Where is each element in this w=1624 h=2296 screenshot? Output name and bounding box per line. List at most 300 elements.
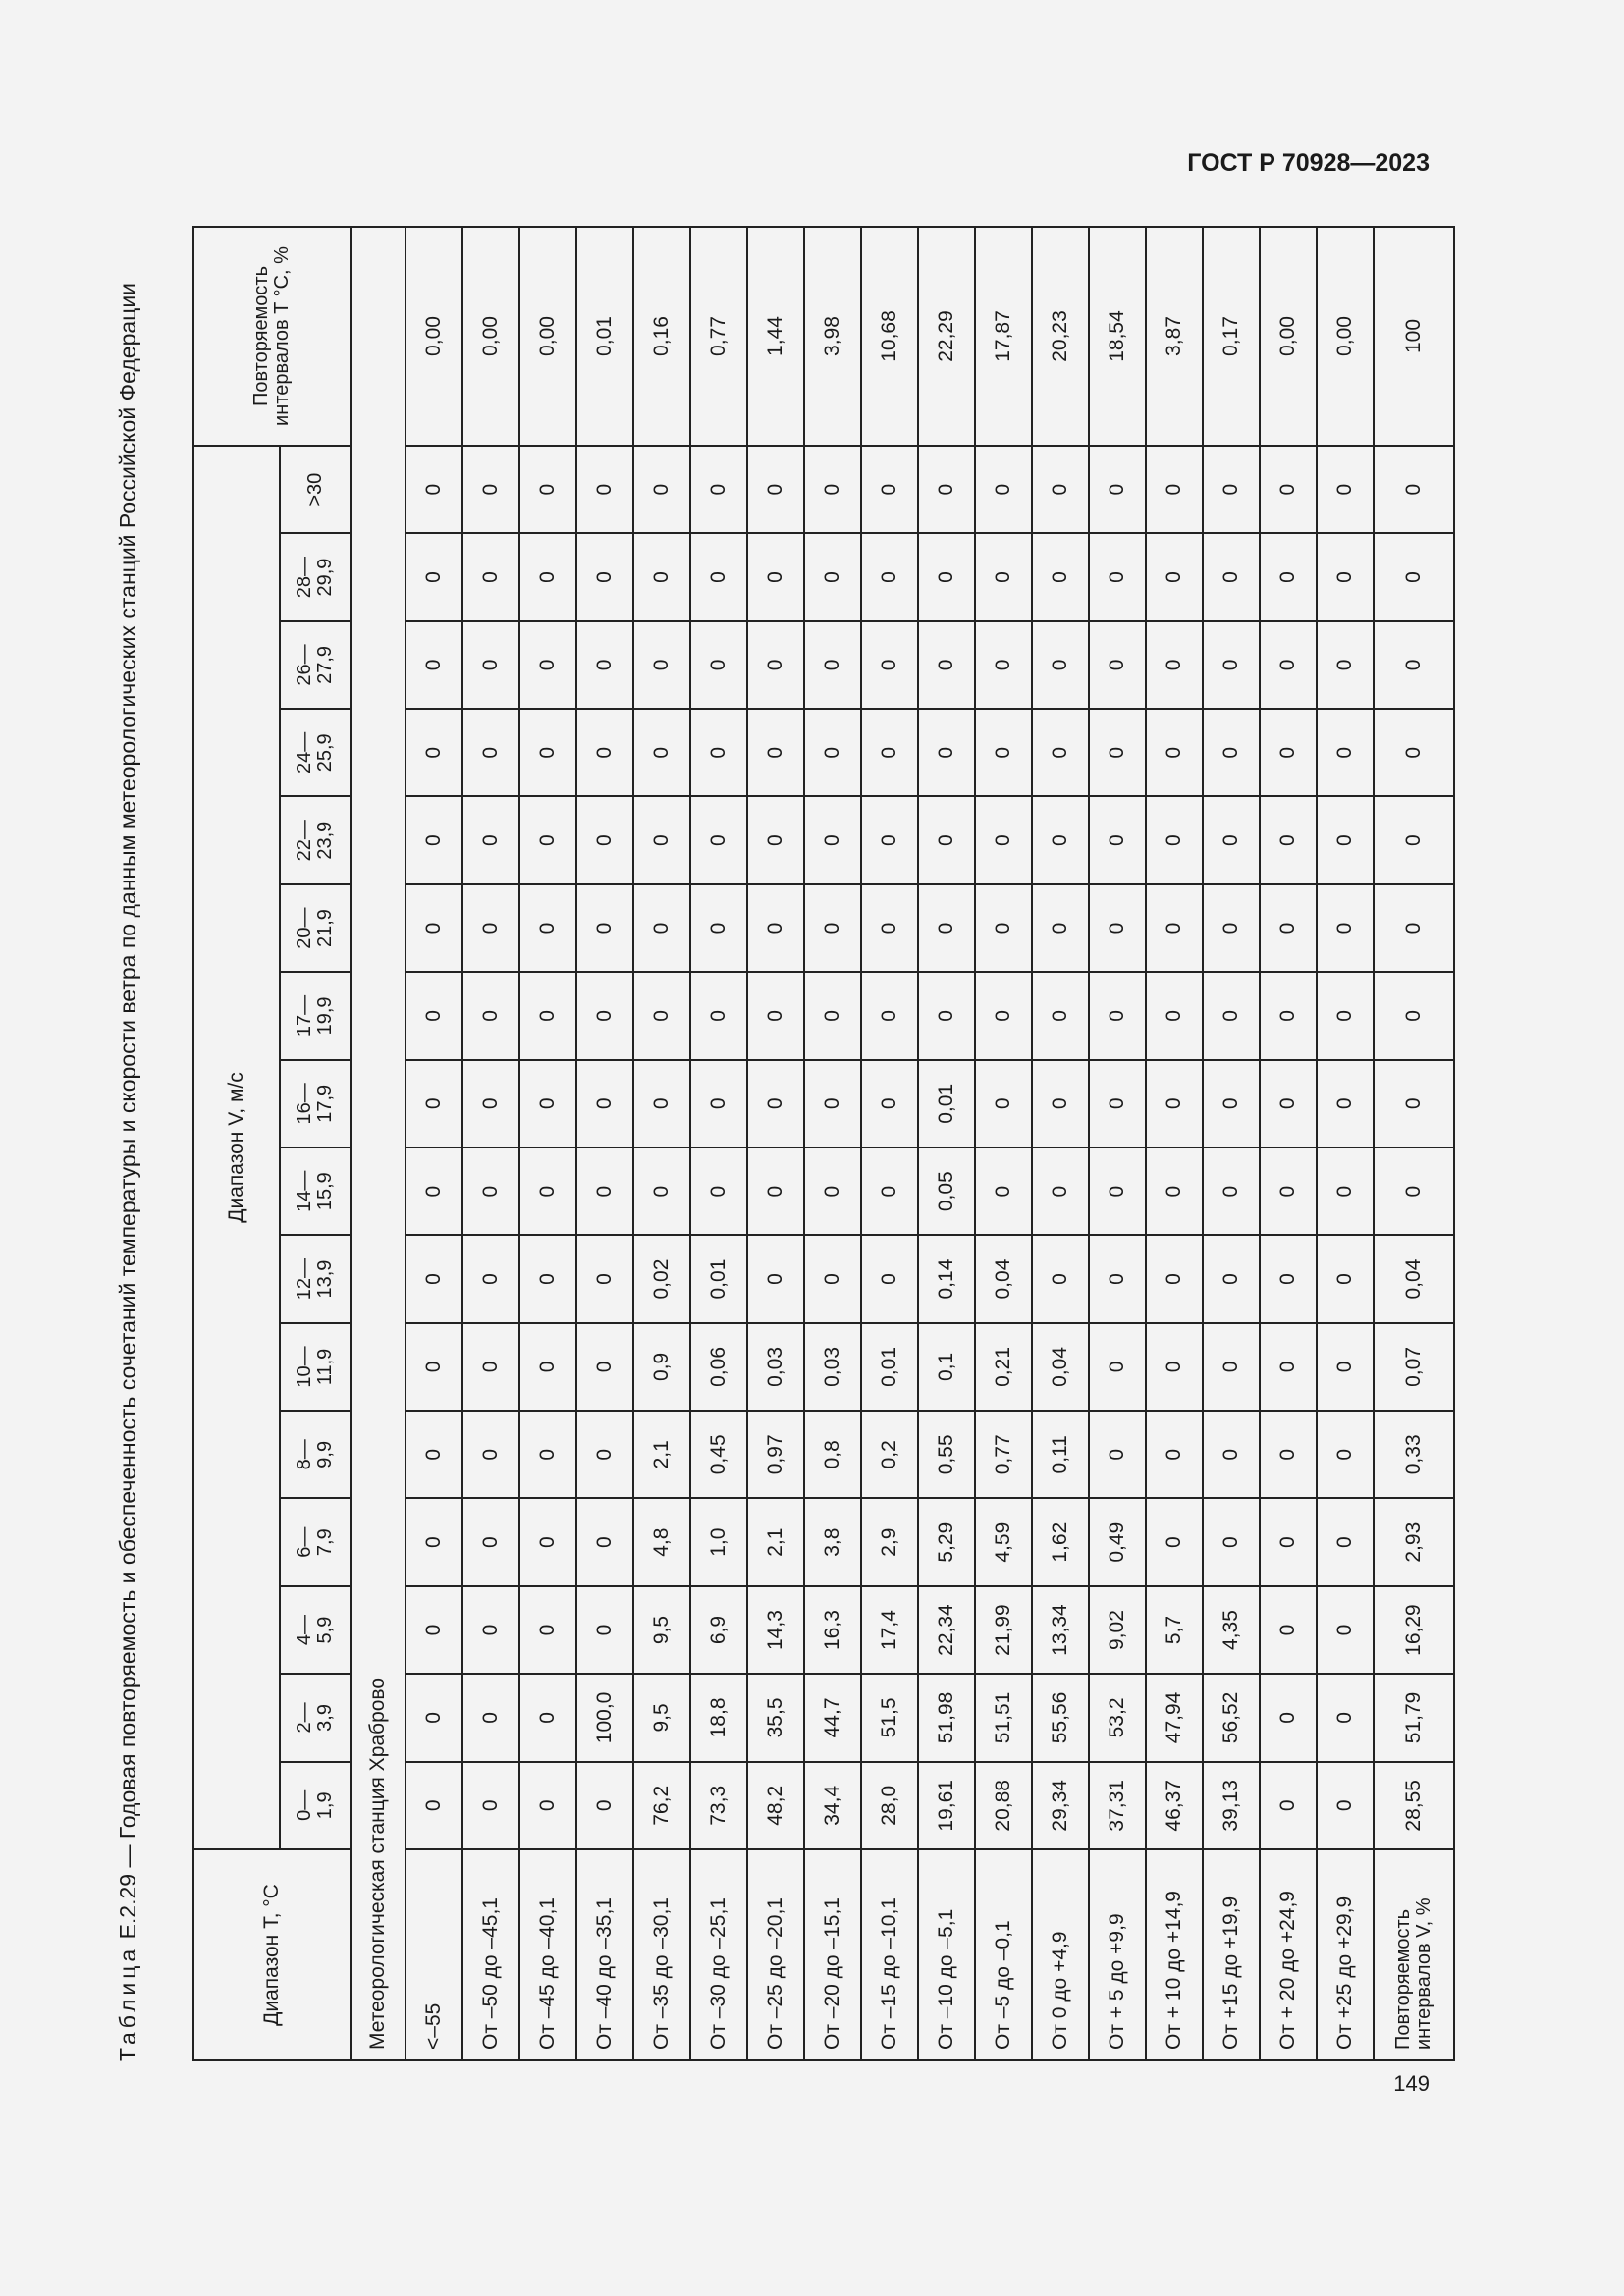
table-cell: 0 — [1089, 621, 1146, 709]
table-row — [1089, 227, 1146, 2060]
table-cell: 0 — [406, 1586, 462, 1674]
table-cell: 0,2 — [861, 1411, 918, 1498]
table-cell: 0,01 — [690, 1235, 747, 1322]
table-row — [1032, 227, 1089, 2060]
table-row — [519, 227, 576, 2060]
table-cell: 18,8 — [690, 1674, 747, 1761]
table-cell: 0 — [690, 446, 747, 533]
table-cell: 0 — [519, 709, 576, 796]
table-row — [576, 227, 633, 2060]
table-cell: 0,45 — [690, 1411, 747, 1498]
speed-range-from: 26— — [294, 644, 315, 686]
table-cell: 0 — [576, 1235, 633, 1322]
speed-range-from: 8— — [294, 1439, 315, 1470]
table-cell: 0 — [1089, 1148, 1146, 1235]
table-cell: 0,8 — [804, 1411, 861, 1498]
speed-range-col — [280, 1148, 351, 1235]
table-cell: 0 — [576, 972, 633, 1059]
table-cell: 0 — [1260, 709, 1317, 796]
table-cell: 0 — [462, 446, 519, 533]
table-cell: 0 — [1203, 446, 1260, 533]
table-row — [1203, 227, 1260, 2060]
table-cell: 0 — [519, 1411, 576, 1498]
table-cell: 0 — [406, 1060, 462, 1148]
table-cell: 0 — [1317, 1060, 1374, 1148]
table-cell: 0,05 — [918, 1148, 975, 1235]
table-cell: 0 — [1374, 1060, 1454, 1148]
table-cell: 0 — [1260, 1762, 1317, 1849]
table-cell: 51,79 — [1374, 1674, 1454, 1761]
table-cell: 0 — [747, 1148, 804, 1235]
table-cell: 0 — [747, 884, 804, 972]
row-repeat-t: 3,98 — [804, 227, 861, 446]
table-cell: 0 — [975, 972, 1032, 1059]
table-cell: 0 — [1374, 446, 1454, 533]
table-cell: 0 — [462, 797, 519, 884]
table-cell: 0 — [804, 884, 861, 972]
table-cell: 0 — [1260, 1411, 1317, 1498]
caption-number: Е.2.29 — [115, 1873, 140, 1940]
caption-label: Таблица — [115, 1945, 140, 2061]
speed-range-from: 28— — [294, 556, 315, 599]
caption-text: — Годовая повторяемость и обеспеченность сочетаний температуры и скорости ветра по данным метеорологических станций Российской Федерации — [115, 282, 140, 1868]
speed-range-to: 15,9 — [314, 1172, 336, 1211]
row-temp-range: От + 5 до +9,9 — [1089, 1849, 1146, 2060]
row-repeat-t: 0,00 — [462, 227, 519, 446]
speed-range-from: 0— — [294, 1789, 315, 1821]
row-repeat-t: 0,00 — [1317, 227, 1374, 446]
table-cell: 3,8 — [804, 1499, 861, 1586]
table-cell: 0 — [1203, 972, 1260, 1059]
table-cell: 0 — [1089, 533, 1146, 620]
table-cell: 0 — [861, 709, 918, 796]
table-cell: 0 — [406, 1674, 462, 1761]
speed-range-col — [280, 709, 351, 796]
table-cell: 0 — [1203, 1323, 1260, 1411]
table-cell: 0 — [1032, 446, 1089, 533]
table-cell: 2,93 — [1374, 1499, 1454, 1586]
table-cell: 0 — [690, 884, 747, 972]
table-cell: 0 — [1203, 533, 1260, 620]
table-cell: 0 — [1374, 972, 1454, 1059]
row-repeat-t: 22,29 — [918, 227, 975, 446]
table-cell: 0 — [462, 884, 519, 972]
table-cell: 0 — [747, 709, 804, 796]
table-cell: 0 — [1260, 533, 1317, 620]
speed-range-col — [280, 621, 351, 709]
speed-range-from: 10— — [294, 1346, 315, 1388]
speed-range-from: 4— — [294, 1615, 315, 1646]
table-cell: 2,1 — [747, 1499, 804, 1586]
table-cell: 0 — [975, 446, 1032, 533]
row-repeat-t: 0,00 — [406, 227, 462, 446]
table-cell: 0 — [406, 1148, 462, 1235]
row-temp-range: От –30 до –25,1 — [690, 1849, 747, 2060]
speed-range-col — [280, 797, 351, 884]
table-cell: 0 — [406, 1499, 462, 1586]
row-repeat-t: 20,23 — [1032, 227, 1089, 446]
table-cell: 0,03 — [747, 1323, 804, 1411]
table-cell: 51,51 — [975, 1674, 1032, 1761]
table-cell: 16,29 — [1374, 1586, 1454, 1674]
table-cell: 0 — [975, 709, 1032, 796]
row-temp-range: От + 20 до +24,9 — [1260, 1849, 1317, 2060]
table-cell: 0 — [1146, 797, 1203, 884]
table-cell: 0 — [1317, 1148, 1374, 1235]
table-cell: 0,49 — [1089, 1499, 1146, 1586]
table-cell: 0 — [633, 621, 690, 709]
table-cell: 100,0 — [576, 1674, 633, 1761]
table-cell: 17,4 — [861, 1586, 918, 1674]
table-cell: 0,02 — [633, 1235, 690, 1322]
speed-range-col — [280, 1586, 351, 1674]
table-cell: 0 — [1089, 709, 1146, 796]
table-cell: 0 — [1203, 797, 1260, 884]
table-cell: 0 — [519, 446, 576, 533]
table-row — [462, 227, 519, 2060]
table-cell: 0 — [1260, 972, 1317, 1059]
table-body — [351, 227, 1454, 2060]
row-temp-range: От +15 до +19,9 — [1203, 1849, 1260, 2060]
table-cell: 0 — [1317, 1586, 1374, 1674]
table-cell: 28,55 — [1374, 1762, 1454, 1849]
table-cell: 0 — [1260, 1235, 1317, 1322]
table-cell: 47,94 — [1146, 1674, 1203, 1761]
table-cell: 0,04 — [975, 1235, 1032, 1322]
table-cell: 0 — [1089, 1323, 1146, 1411]
table-cell: 46,37 — [1146, 1762, 1203, 1849]
table-cell: 0 — [861, 1060, 918, 1148]
speed-range-from: 12— — [294, 1257, 315, 1301]
table-cell: 20,88 — [975, 1762, 1032, 1849]
table-cell: 37,31 — [1089, 1762, 1146, 1849]
table-row — [1374, 227, 1454, 2060]
table-cell: 0 — [462, 533, 519, 620]
table-cell: 5,7 — [1146, 1586, 1203, 1674]
table-cell: 39,13 — [1203, 1762, 1260, 1849]
table-cell: 0,21 — [975, 1323, 1032, 1411]
table-cell: 4,8 — [633, 1499, 690, 1586]
table-cell: 0 — [633, 884, 690, 972]
table-cell: 0 — [462, 1060, 519, 1148]
speed-range-header: Диапазон V, м/с — [193, 446, 280, 1849]
speed-range-from: 24— — [294, 731, 315, 774]
table-cell: 0 — [804, 1060, 861, 1148]
table-row — [747, 227, 804, 2060]
table-cell: 0 — [1032, 533, 1089, 620]
speed-range-to: 7,9 — [314, 1528, 336, 1557]
table-cell: 0 — [804, 1148, 861, 1235]
row-repeat-t: 0,17 — [1203, 227, 1260, 446]
table-cell: 4,59 — [975, 1499, 1032, 1586]
table-cell: 0 — [406, 1323, 462, 1411]
table-cell: 0 — [462, 1499, 519, 1586]
row-repeat-t: 3,87 — [1146, 227, 1203, 446]
table-cell: 0 — [462, 1235, 519, 1322]
table-cell: 0 — [519, 1148, 576, 1235]
row-temp-range: От –50 до –45,1 — [462, 1849, 519, 2060]
table-cell: 0 — [462, 1674, 519, 1761]
table-cell: 0 — [1032, 884, 1089, 972]
table-cell: 0 — [747, 1235, 804, 1322]
table-cell: 0 — [1317, 709, 1374, 796]
table-cell: 56,52 — [1203, 1674, 1260, 1761]
table-cell: 0 — [861, 972, 918, 1059]
table-cell: 0 — [1146, 446, 1203, 533]
table-cell: 0 — [406, 1235, 462, 1322]
table-cell: 0 — [633, 1060, 690, 1148]
table-cell: 0,9 — [633, 1323, 690, 1411]
table-cell: 0 — [519, 1674, 576, 1761]
speed-range-to: 23,9 — [314, 821, 336, 860]
data-table — [192, 226, 1455, 2061]
table-cell: 0 — [1317, 533, 1374, 620]
row-temp-range: От –15 до –10,1 — [861, 1849, 918, 2060]
table-cell: 0 — [861, 797, 918, 884]
table-cell: 0 — [406, 1411, 462, 1498]
table-cell: 0 — [1146, 1323, 1203, 1411]
table-cell: 0 — [576, 709, 633, 796]
table-cell: 0 — [1260, 1674, 1317, 1761]
table-cell: 0 — [1146, 884, 1203, 972]
table-cell: 9,5 — [633, 1586, 690, 1674]
speed-range-col — [280, 1674, 351, 1761]
table-cell: 0 — [1317, 446, 1374, 533]
table-cell: 0 — [1260, 446, 1317, 533]
table-cell: 0 — [804, 446, 861, 533]
table-caption — [110, 226, 145, 2061]
table-cell: 0 — [1260, 1586, 1317, 1674]
speed-range-to: 11,9 — [314, 1348, 336, 1386]
row-repeat-t: 100 — [1374, 227, 1454, 446]
table-cell: 0 — [1317, 1411, 1374, 1498]
table-cell: 0,14 — [918, 1235, 975, 1322]
table-cell: 0 — [519, 972, 576, 1059]
speed-range-to: 17,9 — [314, 1084, 336, 1123]
table-cell: 0 — [519, 1235, 576, 1322]
table-cell: 51,5 — [861, 1674, 918, 1761]
table-row — [1317, 227, 1374, 2060]
table-cell: 0 — [861, 446, 918, 533]
table-cell: 0 — [576, 1411, 633, 1498]
table-cell: 0 — [1374, 621, 1454, 709]
table-cell: 0 — [975, 884, 1032, 972]
table-cell: 0 — [1203, 1060, 1260, 1148]
table-cell: 2,9 — [861, 1499, 918, 1586]
table-cell: 0 — [1089, 1411, 1146, 1498]
table-cell: 22,34 — [918, 1586, 975, 1674]
table-cell: 0,97 — [747, 1411, 804, 1498]
table-cell: 76,2 — [633, 1762, 690, 1849]
table-cell: 0,04 — [1374, 1235, 1454, 1322]
table-cell: 0 — [1089, 446, 1146, 533]
table-cell: 29,34 — [1032, 1762, 1089, 1849]
table-cell: 0 — [804, 709, 861, 796]
table-row — [1260, 227, 1317, 2060]
table-cell: 0 — [1032, 1235, 1089, 1322]
table-cell: 0 — [462, 1411, 519, 1498]
table-row — [406, 227, 462, 2060]
table-cell: 0 — [462, 709, 519, 796]
speed-range-to: 13,9 — [314, 1259, 336, 1299]
speed-range-col — [280, 972, 351, 1059]
table-cell: 35,5 — [747, 1674, 804, 1761]
row-temp-range: От +25 до +29,9 — [1317, 1849, 1374, 2060]
row-temp-range: От –45 до –40,1 — [519, 1849, 576, 2060]
table-cell: 0 — [918, 797, 975, 884]
table-cell: 0 — [1032, 797, 1089, 884]
row-temp-range: От –10 до –5,1 — [918, 1849, 975, 2060]
table-cell: 2,1 — [633, 1411, 690, 1498]
table-cell: 0 — [576, 884, 633, 972]
table-cell: 0 — [576, 1762, 633, 1849]
table-cell: 0 — [576, 1148, 633, 1235]
table-cell: 1,0 — [690, 1499, 747, 1586]
table-cell: 0 — [747, 972, 804, 1059]
table-cell: 0 — [462, 1148, 519, 1235]
speed-range-from: 16— — [294, 1083, 315, 1125]
table-cell: 0,03 — [804, 1323, 861, 1411]
table-cell: 34,4 — [804, 1762, 861, 1849]
speed-range-col — [280, 533, 351, 620]
table-cell: 5,29 — [918, 1499, 975, 1586]
row-repeat-t: 0,01 — [576, 227, 633, 446]
table-cell: 0 — [462, 1323, 519, 1411]
table-cell: 0 — [519, 1499, 576, 1586]
table-cell: 0 — [576, 797, 633, 884]
table-row — [804, 227, 861, 2060]
table-cell: 0 — [633, 1148, 690, 1235]
row-temp-range: <–55 — [406, 1849, 462, 2060]
speed-range-to: 27,9 — [314, 645, 336, 684]
table-cell: 0 — [1146, 621, 1203, 709]
table-row — [633, 227, 690, 2060]
row-temp-range: Повторяемость интервалов V, % — [1374, 1849, 1454, 2060]
table-row — [918, 227, 975, 2060]
table-cell: 0 — [1317, 797, 1374, 884]
table-cell: 0 — [747, 797, 804, 884]
speed-range-to: 9,9 — [314, 1440, 336, 1468]
table-cell: 0 — [462, 1586, 519, 1674]
table-cell: 0 — [918, 621, 975, 709]
table-cell: 0 — [633, 709, 690, 796]
table-cell: 0,01 — [861, 1323, 918, 1411]
table-cell: 4,35 — [1203, 1586, 1260, 1674]
table-cell: 0 — [462, 1762, 519, 1849]
table-cell: 0 — [975, 533, 1032, 620]
table-cell: 0 — [1089, 972, 1146, 1059]
row-temp-range: От –40 до –35,1 — [576, 1849, 633, 2060]
table-cell: 0 — [406, 533, 462, 620]
table-cell: 0 — [1317, 972, 1374, 1059]
table-cell: 0 — [519, 1586, 576, 1674]
table-cell: 0 — [804, 797, 861, 884]
table-cell: 0 — [462, 621, 519, 709]
speed-ranges-row — [280, 227, 351, 2060]
table-cell: 48,2 — [747, 1762, 804, 1849]
page-number: 149 — [1393, 2071, 1430, 2096]
table-cell: 0,07 — [1374, 1323, 1454, 1411]
speed-range-to: 29,9 — [314, 558, 336, 597]
table-cell: 0 — [1032, 621, 1089, 709]
speed-range-col — [280, 1235, 351, 1322]
table-cell: 0 — [519, 621, 576, 709]
table-cell: 0 — [519, 1323, 576, 1411]
table-cell: 0 — [1203, 1148, 1260, 1235]
table-row — [1146, 227, 1203, 2060]
table-cell: 0 — [975, 1148, 1032, 1235]
table-cell: 0 — [1317, 1235, 1374, 1322]
table-cell: 0 — [747, 1060, 804, 1148]
table-cell: 0 — [406, 446, 462, 533]
speed-range-col — [280, 1499, 351, 1586]
table-cell: 0 — [1146, 533, 1203, 620]
table-cell: 0 — [1317, 1762, 1374, 1849]
table-cell: 0 — [576, 1060, 633, 1148]
table-cell: 0 — [1146, 1060, 1203, 1148]
table-cell: 16,3 — [804, 1586, 861, 1674]
row-temp-range: От 0 до +4,9 — [1032, 1849, 1089, 2060]
table-cell: 0 — [918, 709, 975, 796]
table-cell: 0 — [1203, 1499, 1260, 1586]
table-cell: 0 — [747, 621, 804, 709]
table-cell: 0 — [1146, 1499, 1203, 1586]
table-cell: 0 — [747, 446, 804, 533]
table-cell: 0 — [1032, 1060, 1089, 1148]
table-cell: 53,2 — [1089, 1674, 1146, 1761]
row-temp-range: От –35 до –30,1 — [633, 1849, 690, 2060]
row-repeat-t: 17,87 — [975, 227, 1032, 446]
table-cell: 0 — [861, 884, 918, 972]
table-cell: 0 — [804, 533, 861, 620]
row-repeat-t: 0,77 — [690, 227, 747, 446]
speed-range-from: 17— — [294, 994, 315, 1038]
table-cell: 0 — [1260, 1060, 1317, 1148]
speed-range-from: 14— — [294, 1170, 315, 1212]
table-cell: 0 — [633, 533, 690, 620]
table-cell: 0 — [576, 621, 633, 709]
table-cell: 0 — [1317, 1323, 1374, 1411]
table-cell: 0 — [462, 972, 519, 1059]
table-cell: 0 — [918, 446, 975, 533]
temp-range-header: Диапазон T, °C — [193, 1849, 351, 2060]
table-cell: 0 — [633, 972, 690, 1059]
table-cell: 0 — [1203, 709, 1260, 796]
table-cell: 9,5 — [633, 1674, 690, 1761]
table-cell: 0 — [1089, 884, 1146, 972]
table-cell: 0 — [1374, 1148, 1454, 1235]
table-cell: 0 — [1089, 797, 1146, 884]
row-repeat-t: 0,16 — [633, 227, 690, 446]
document-code: ГОСТ Р 70928—2023 — [1187, 149, 1430, 177]
table-cell: 0 — [576, 1586, 633, 1674]
table-cell: 0 — [1374, 533, 1454, 620]
table-cell: 0 — [861, 1235, 918, 1322]
table-cell: 73,3 — [690, 1762, 747, 1849]
table-cell: 0 — [1317, 1499, 1374, 1586]
table-cell: 0 — [576, 446, 633, 533]
speed-range-col — [280, 446, 351, 533]
table-cell: 19,61 — [918, 1762, 975, 1849]
table-cell: 0 — [747, 533, 804, 620]
table-cell: 0,33 — [1374, 1411, 1454, 1498]
table-cell: 0 — [1260, 1148, 1317, 1235]
table-cell: 0 — [1203, 884, 1260, 972]
table-cell: 0 — [1260, 1499, 1317, 1586]
table-cell: 0 — [690, 797, 747, 884]
table-cell: 0 — [1089, 1060, 1146, 1148]
table-cell: 0 — [1203, 1235, 1260, 1322]
